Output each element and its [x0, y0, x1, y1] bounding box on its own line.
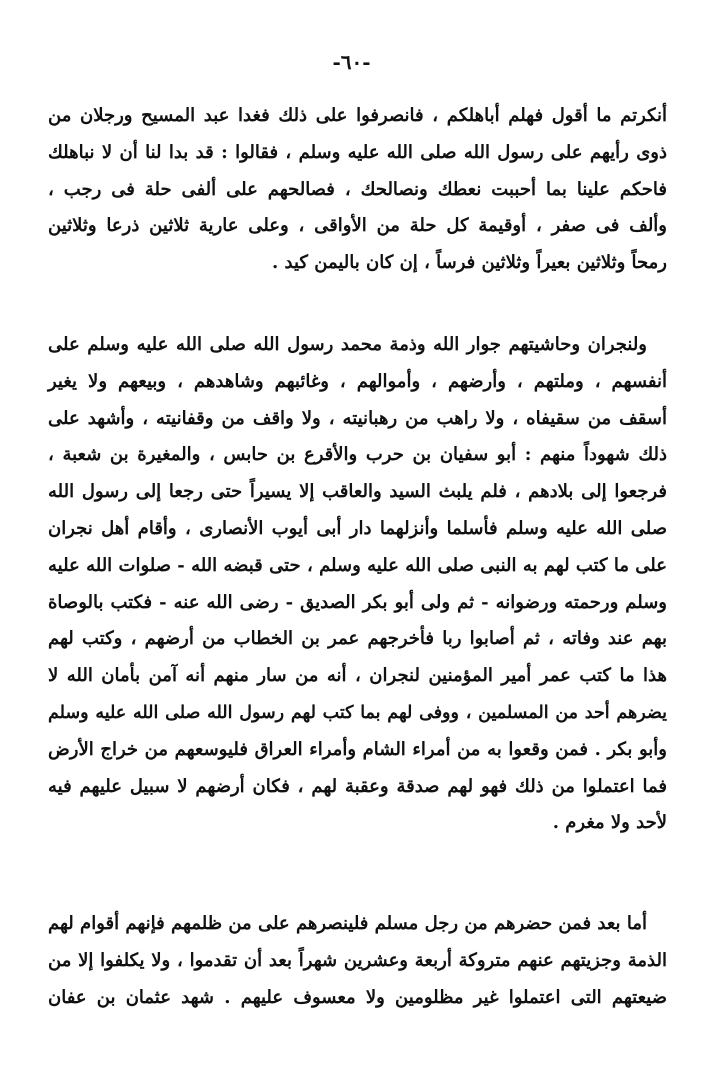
- text-line: أنفسهم ، وملتهم ، وأرضهم ، وأموالهم ، وغائبهم وشاهدهم ، وبيعهم ولا يغير: [48, 370, 667, 392]
- text-line: أسقف من سقيفاه ، ولا راهب من رهبانيته ، ولا واقف من وقفانيته ، وأشهد على: [48, 407, 667, 429]
- text-line: فما اعتملوا من ذلك فهو لهم صدقة وعقبة لهم ، فكان أرضهم لا سبيل عليهم فيه: [48, 775, 667, 797]
- paragraph-1: [48, 98, 667, 282]
- text-line: على ما كتب لهم به النبى صلى الله عليه وسلم ، حتى قبضه الله - صلوات الله عليه: [48, 554, 667, 576]
- paragraph-3: [48, 906, 667, 1016]
- text-line: بهم عند وفاته ، ثم أصابوا ربا فأخرجهم عمر بن الخطاب من أرضهم ، وكتب لهم: [48, 628, 667, 650]
- paragraph-2: [48, 327, 667, 842]
- text-line: ذوى رأيهم على رسول الله صلى الله عليه وسلم ، فقالوا : قد بدا لنا أن لا نباهلك: [48, 141, 668, 163]
- text-line: ذلك شهوداً منهم : أبو سفيان بن حرب والأقرع بن حابس ، والمغيرة بن شعبة ،: [48, 444, 667, 466]
- text-line: ولنجران وحاشيتهم جوار الله وذمة محمد رسول الله صلى الله عليه وسلم على: [48, 334, 647, 355]
- page-number: -٦٠-: [332, 50, 371, 74]
- text-line: يضرهم أحد من المسلمين ، ووفى لهم بما كتب لهم رسول الله صلى الله عليه وسلم: [48, 702, 667, 723]
- text-line: أما بعد فمن حضرهم من رجل مسلم فلينصرهم على من ظلمهم فإنهم أقوام لهم: [48, 913, 647, 934]
- text-line: فرجعوا إلى بلادهم ، فلم يلبث السيد والعاقب إلا يسيراً حتى رجعا إلى رسول الله: [48, 481, 667, 503]
- text-line: رمحاً وثلاثين بعيراً وثلاثين فرساً ، إن كان باليمن كيد .: [272, 252, 667, 274]
- text-line: وسلم ورحمته ورضوانه - ثم ولى أبو بكر الصديق - رضى الله عنه - فكتب بالوصاة: [48, 591, 667, 613]
- text-line: هذا ما كتب عمر أمير المؤمنين لنجران ، أنه من سار منهم أنه آمن بأمان الله لا: [48, 665, 667, 687]
- text-line: صلى الله عليه وسلم فأسلما وأنزلهما دار أبى أيوب الأنصارى ، وأقام أهل نجران: [48, 517, 667, 539]
- text-line: وأبو بكر . فمن وقعوا به من أمراء الشام وأمراء العراق فليوسعهم من خراج الأرض: [48, 738, 667, 760]
- text-line: ضيعتهم التى اعتملوا غير مظلومين ولا معسوف عليهم . شهد عثمان بن عفان: [48, 986, 667, 1008]
- text-line: أنكرتم ما أقول فهلم أباهلكم ، فانصرفوا على ذلك فغدا عبد المسيح ورجلان من: [48, 105, 667, 126]
- text-line: لأحد ولا مغرم .: [552, 812, 667, 834]
- text-line: فاحكم علينا بما أحببت نعطك ونصالحك ، فصالحهم على ألفى حلة فى رجب ،: [48, 178, 667, 200]
- text-line: الذمة وجزيتهم عنهم متروكة أربعة وعشرين شهراً بعد أن تقدموا ، ولا يكلفوا إلا من: [48, 949, 667, 971]
- text-line: وألف فى صفر ، أوقيمة كل حلة من الأواقى ، وعلى عارية ثلاثين ذرعا وثلاثين: [48, 215, 667, 237]
